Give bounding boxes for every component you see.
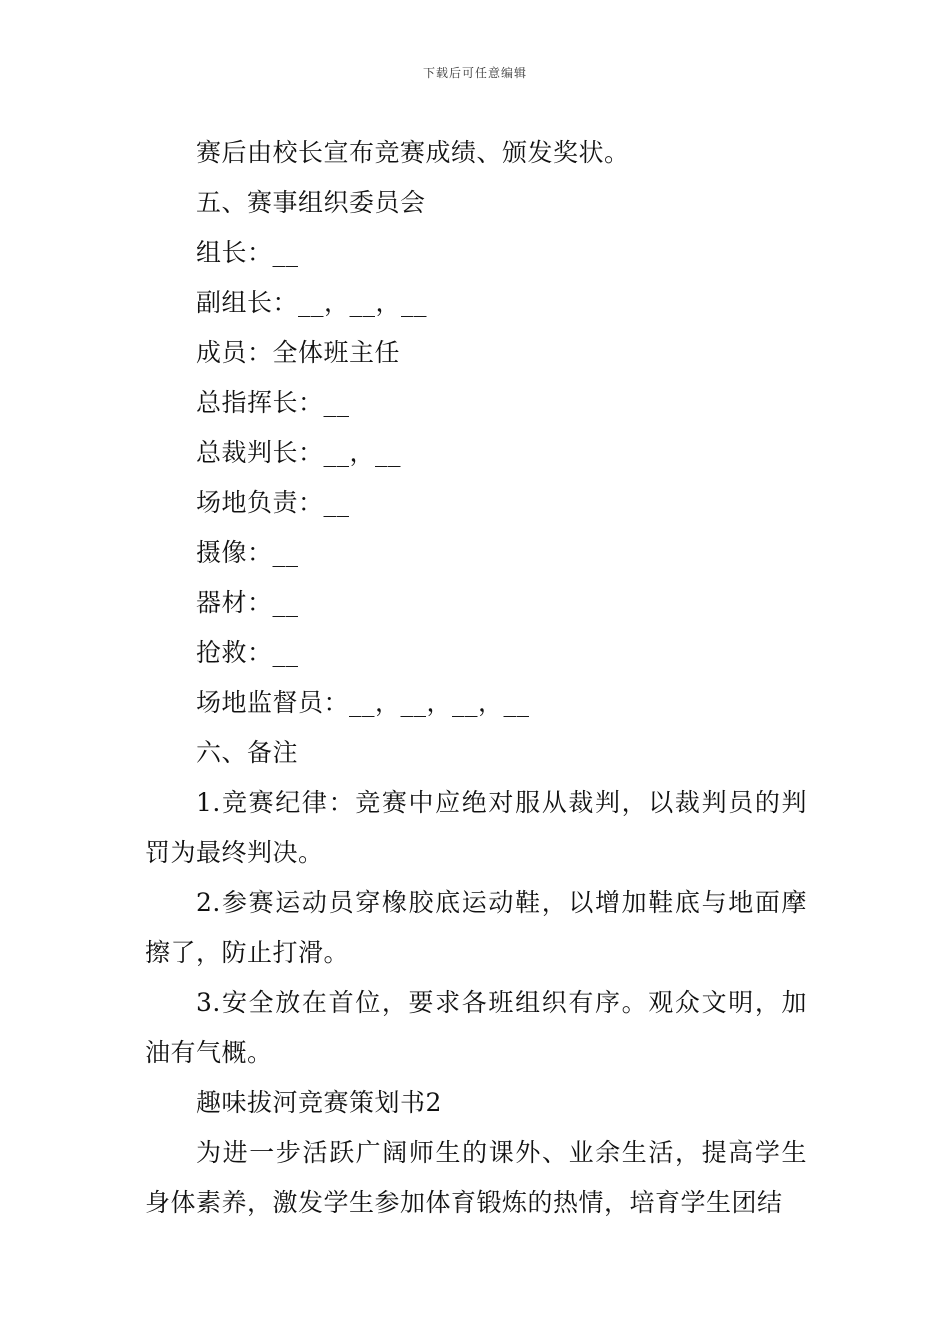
note-paragraph: 1.竞赛纪律：竞赛中应绝对服从裁判，以裁判员的判罚为最终判决。	[145, 788, 807, 867]
note-paragraph: 3.安全放在首位，要求各班组织有序。观众文明，加油有气概。	[145, 988, 807, 1067]
text-line: 总裁判长：__，__	[196, 438, 402, 467]
document-body	[145, 128, 807, 1228]
section-heading: 五、赛事组织委员会	[196, 188, 426, 217]
document-title: 趣味拔河竞赛策划书2	[196, 1088, 442, 1117]
page-header: 下载后可任意编辑	[422, 66, 527, 80]
intro-paragraph: 为进一步活跃广阔师生的课外、业余生活，提高学生身体素养，激发学生参加体育锻炼的热情，培育学生团结	[145, 1138, 807, 1217]
text-line: 场地监督员：__，__，__，__	[196, 688, 530, 717]
text-line: 总指挥长：__	[196, 388, 350, 417]
text-line: 抢救：__	[196, 638, 299, 667]
text-line: 组长：__	[196, 238, 299, 267]
text-line: 摄像：__	[196, 538, 299, 567]
note-paragraph: 2.参赛运动员穿橡胶底运动鞋，以增加鞋底与地面摩擦了，防止打滑。	[145, 888, 807, 967]
text-line: 场地负责：__	[196, 488, 350, 517]
text-line: 副组长：__，__，__	[196, 288, 428, 317]
text-line: 成员：全体班主任	[196, 338, 401, 367]
text-line: 赛后由校长宣布竞赛成绩、颁发奖状。	[196, 138, 630, 167]
section-heading: 六、备注	[196, 738, 299, 767]
text-line: 器材：__	[196, 588, 299, 617]
